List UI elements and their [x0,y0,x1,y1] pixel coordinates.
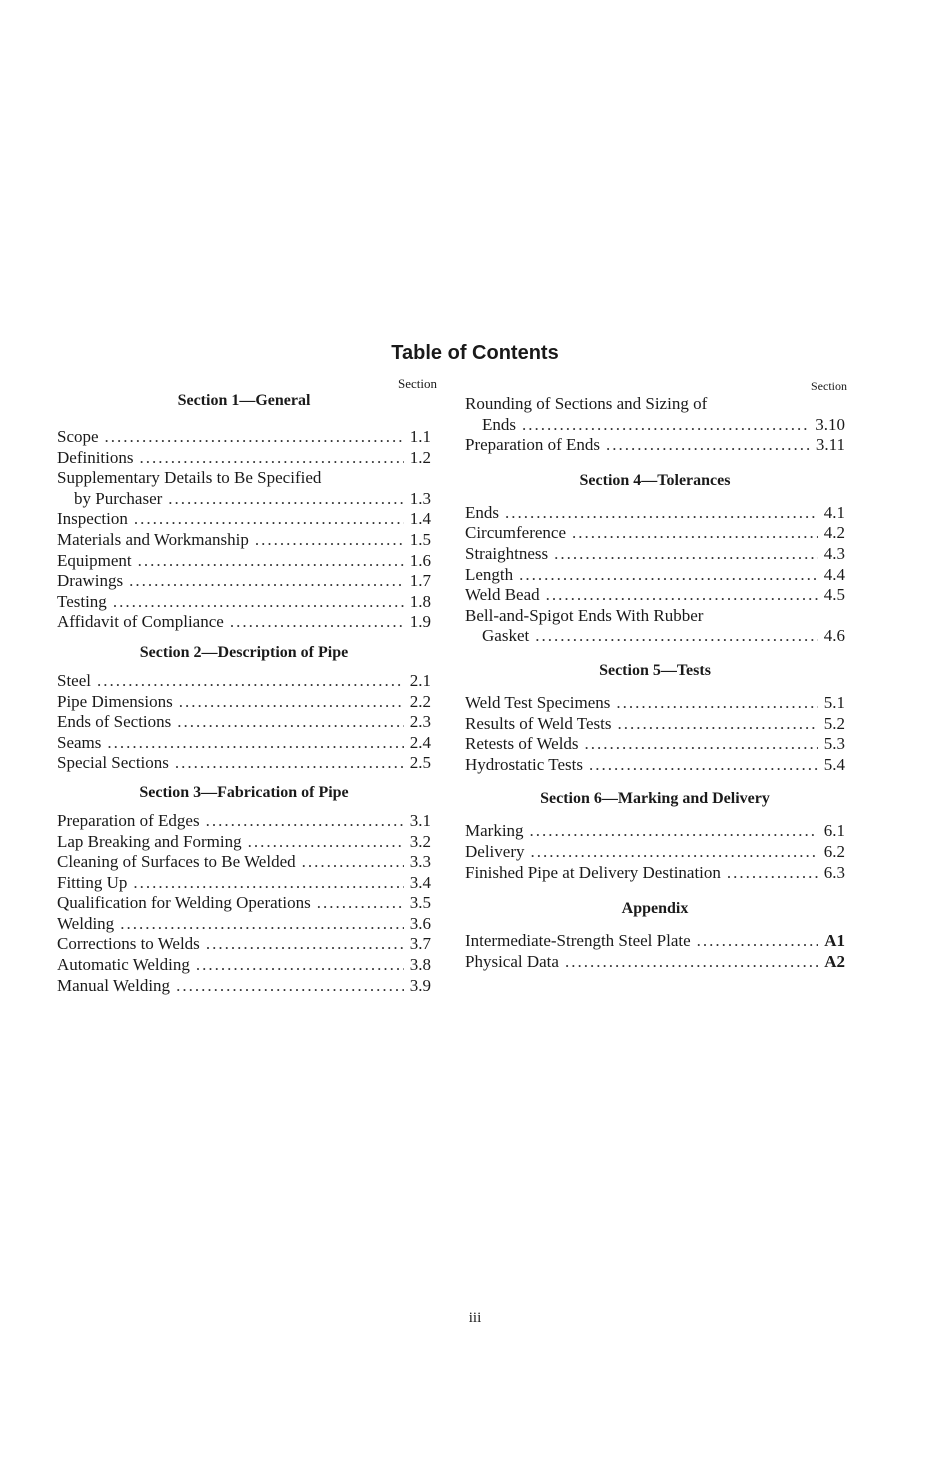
toc-entry[interactable]: Intermediate-Strength Steel Plate ..... A1 [465,931,845,952]
section-heading: Section 3—Fabrication of Pipe [139,783,349,801]
toc-entry[interactable]: Ends of Sections ..... 2.3 [57,712,431,733]
toc-entry-line: Rounding of Sections and Sizing of [465,394,708,413]
toc-entry[interactable]: Results of Weld Tests ..... 5.2 [465,714,845,735]
toc-entry[interactable]: Manual Welding ..... 3.9 [57,976,431,997]
toc-entry[interactable]: Drawings ..... 1.7 [57,571,431,592]
toc-entry[interactable]: Hydrostatic Tests ..... 5.4 [465,755,845,776]
toc-entry[interactable]: Pipe Dimensions ..... 2.2 [57,692,431,713]
toc-entry[interactable]: Physical Data ..... A2 [465,952,845,973]
toc-entry-line: Supplementary Details to Be Specified [57,468,322,488]
toc-entry[interactable]: Fitting Up ..... 3.4 [57,873,431,894]
section-heading: Appendix [621,900,689,918]
toc-entry[interactable]: Weld Test Specimens ..... 5.1 [465,693,845,714]
toc-entry[interactable]: Preparation of Ends ..... 3.11 [465,435,845,456]
section-heading: Section 1—General [177,392,311,409]
toc-entry[interactable]: Marking ..... 6.1 [465,821,845,842]
toc-entry[interactable]: Straightness ..... 4.3 [465,544,845,565]
toc-entry[interactable]: Delivery ..... 6.2 [465,842,845,863]
toc-entry[interactable]: Automatic Welding ..... 3.8 [57,955,431,976]
toc-entry[interactable]: Materials and Workmanship ..... 1.5 [57,530,431,551]
section-heading: Section 5—Tests [599,661,711,679]
toc-entry[interactable]: Retests of Welds ..... 5.3 [465,734,845,755]
toc-entry[interactable]: Length ..... 4.4 [465,565,845,586]
toc-entry[interactable]: Inspection ..... 1.4 [57,509,431,530]
section-column-label: Section [398,376,437,391]
toc-entry[interactable]: Special Sections ..... 2.5 [57,753,431,774]
section-heading: Section 4—Tolerances [579,471,731,489]
toc-entry[interactable]: Corrections to Welds ..... 3.7 [57,934,431,955]
toc-entry[interactable]: Lap Breaking and Forming ..... 3.2 [57,832,431,853]
section-heading: Section 6—Marking and Delivery [540,790,770,808]
toc-entry[interactable]: Gasket ..... 4.6 [465,626,845,647]
page-number: iii [468,1310,482,1326]
toc-entry[interactable]: Definitions ..... 1.2 [57,448,431,469]
toc-entry[interactable]: by Purchaser ..... 1.3 [57,489,431,510]
toc-entry-line: Bell-and-Spigot Ends With Rubber [465,605,704,625]
section-column-label: Section [811,379,847,393]
toc-entry[interactable]: Steel ..... 2.1 [57,671,431,692]
toc-entry[interactable]: Preparation of Edges ..... 3.1 [57,811,431,832]
toc-entry[interactable]: Equipment ..... 1.6 [57,551,431,572]
toc-entry[interactable]: Welding ..... 3.6 [57,914,431,935]
toc-entry[interactable]: Finished Pipe at Delivery Destination ..... 6.3 [465,863,845,884]
toc-entry[interactable]: Weld Bead ..... 4.5 [465,585,845,606]
toc-entry[interactable]: Affidavit of Compliance ..... 1.9 [57,612,431,633]
toc-entry[interactable]: Qualification for Welding Operations ..... 3.5 [57,893,431,914]
toc-entry[interactable]: Seams ..... 2.4 [57,733,431,754]
section-heading: Section 2—Description of Pipe [139,643,349,661]
toc-entry[interactable]: Testing ..... 1.8 [57,592,431,613]
toc-entry[interactable]: Scope ..... 1.1 [57,427,431,448]
toc-entry[interactable]: Ends ..... 4.1 [465,503,845,524]
toc-entry[interactable]: Ends ..... 3.10 [465,415,845,436]
toc-left-column [57,376,437,996]
toc-entry[interactable]: Circumference ..... 4.2 [465,523,845,544]
page-title: Table of Contents [391,342,559,364]
toc-entry[interactable]: Cleaning of Surfaces to Be Welded ..... 3.3 [57,852,431,873]
toc-right-column [465,376,845,972]
